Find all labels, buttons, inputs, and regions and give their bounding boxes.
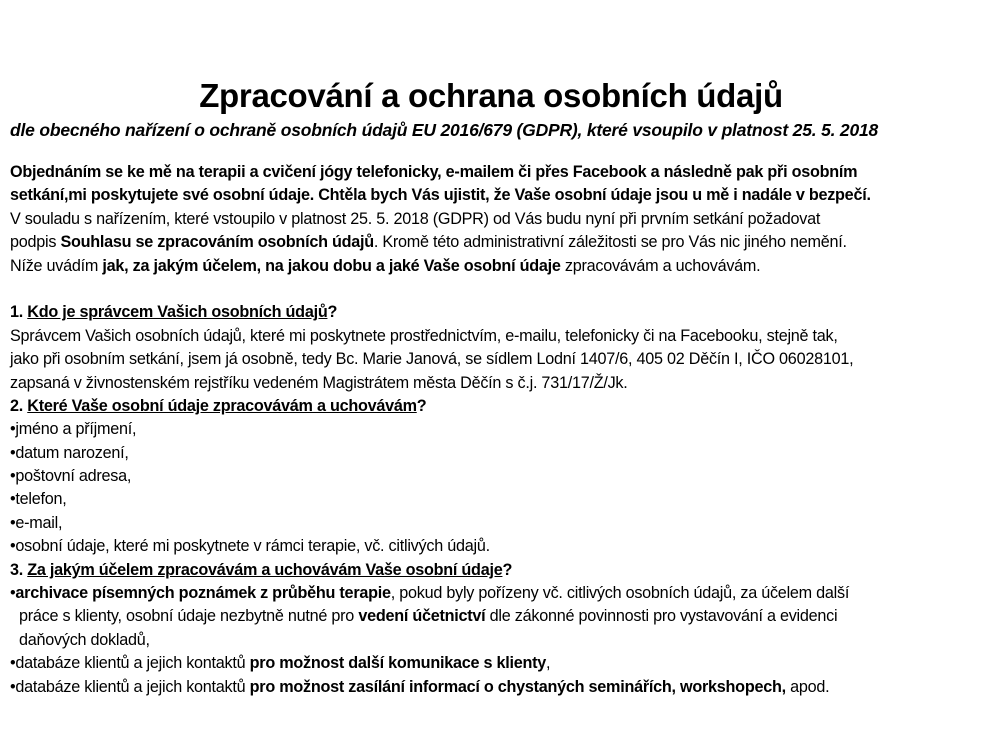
item-3-bold: pro možnost zasílání informací o chystaných seminářích, workshopech, <box>249 677 786 696</box>
item-1-line-2-pre: práce s klienty, osobní údaje nezbytně nutné pro <box>19 607 359 626</box>
item-1-line-2-post: dle zákonné povinnosti pro vystavování a evidenci <box>485 607 838 626</box>
section-1-heading-text: Kdo je správcem Vašich osobních údajů <box>27 303 328 322</box>
item-3-pre: •databáze klientů a jejich kontaktů <box>10 677 250 696</box>
item-2-bold: pro možnost další komunikace s klienty <box>249 654 546 673</box>
list-item-continuation: daňových dokladů, <box>19 630 150 649</box>
section-1-line-1: Správcem Vašich osobních údajů, které mi poskytnete prostřednictvím, e-mailu, telefonicky či na Facebooku, stejně tak, <box>10 326 838 345</box>
item-3-post: apod. <box>785 677 830 696</box>
list-item-continuation <box>10 605 978 628</box>
section-1-heading <box>10 301 978 324</box>
intro-line-4-bold: Souhlasu se zpracováním osobních údajů <box>60 233 374 252</box>
section-2-number: 2. <box>10 396 28 415</box>
section-2-heading-end: ? <box>416 396 427 415</box>
intro-line-2: setkání,mi poskytujete své osobní údaje. Chtěla bych Vás ujistit, že Vaše osobní údaje jsou u mě i nadále v bezpečí. <box>10 186 871 205</box>
section-1-heading-end: ? <box>327 303 338 322</box>
section-3-heading <box>10 559 978 582</box>
intro-line-4-pre: podpis <box>10 233 61 252</box>
section-3-heading-text: Za jakým účelem zpracovávám a uchovávám Vaše osobní údaje <box>27 560 503 579</box>
list-item: •poštovní adresa, <box>10 467 132 486</box>
intro-line-5-post: zpracovávám a uchovávám. <box>560 256 761 275</box>
item-1-line-2-bold: vedení účetnictví <box>358 607 486 626</box>
section-3-heading-end: ? <box>502 560 513 579</box>
intro-line-4 <box>10 231 978 254</box>
item-1-rest: , pokud byly pořízeny vč. citlivých osobních údajů, za účelem další <box>390 584 850 603</box>
intro-line-1: Objednáním se ke mě na terapii a cvičení jógy telefonicky, e-mailem či přes Facebook a následně pak při osobním <box>10 163 858 181</box>
list-item: •datum narození, <box>10 443 129 462</box>
section-1-line-2: jako při osobním setkání, jsem já osobně, tedy Bc. Marie Janová, se sídlem Lodní 1407/6, 405 02 Děčín I, IČO 06028101, <box>10 350 854 369</box>
intro-line-5-bold: jak, za jakým účelem, na jakou dobu a jaké Vaše osobní údaje <box>102 256 561 275</box>
list-item: •telefon, <box>10 490 67 509</box>
section-1-number: 1. <box>10 303 28 322</box>
list-item: •e-mail, <box>10 513 63 532</box>
item-1-bold: archivace písemných poznámek z průběhu terapie <box>15 584 391 603</box>
page-subtitle: dle obecného nařízení o ochraně osobních údajů EU 2016/679 (GDPR), které vsoupilo v platnost 25. 5. 2018 <box>10 120 879 140</box>
section-3-number: 3. <box>10 560 28 579</box>
item-2-post: , <box>546 654 551 673</box>
intro-line-5-pre: Níže uvádím <box>10 256 103 275</box>
list-item: •jméno a příjmení, <box>10 420 137 439</box>
intro-line-4-post: . Kromě této administrativní záležitosti se pro Vás nic jiného nemění. <box>373 233 847 252</box>
intro-line-3: V souladu s nařízením, které vstoupilo v platnost 25. 5. 2018 (GDPR) od Vás budu nyní při prvním setkání požadovat <box>10 209 821 228</box>
section-1-line-3: zapsaná v živnostenském rejstříku vedeném Magistrátem města Děčín s č.j. 731/17/Ž/Jk. <box>10 373 628 392</box>
document-body <box>10 161 978 699</box>
section-2-heading-text: Které Vaše osobní údaje zpracovávám a uchovávám <box>27 396 417 415</box>
list-item: •osobní údaje, které mi poskytnete v rámci terapie, vč. citlivých údajů. <box>10 537 490 556</box>
section-2-heading <box>10 395 978 418</box>
spacer <box>10 278 978 301</box>
page-title: Zpracování a ochrana osobních údajů <box>199 77 783 114</box>
item-2-pre: •databáze klientů a jejich kontaktů <box>10 654 250 673</box>
intro-line-5 <box>10 255 978 278</box>
list-item <box>10 652 978 675</box>
list-item <box>10 582 978 605</box>
bullet: • <box>10 584 16 603</box>
list-item <box>10 676 978 699</box>
